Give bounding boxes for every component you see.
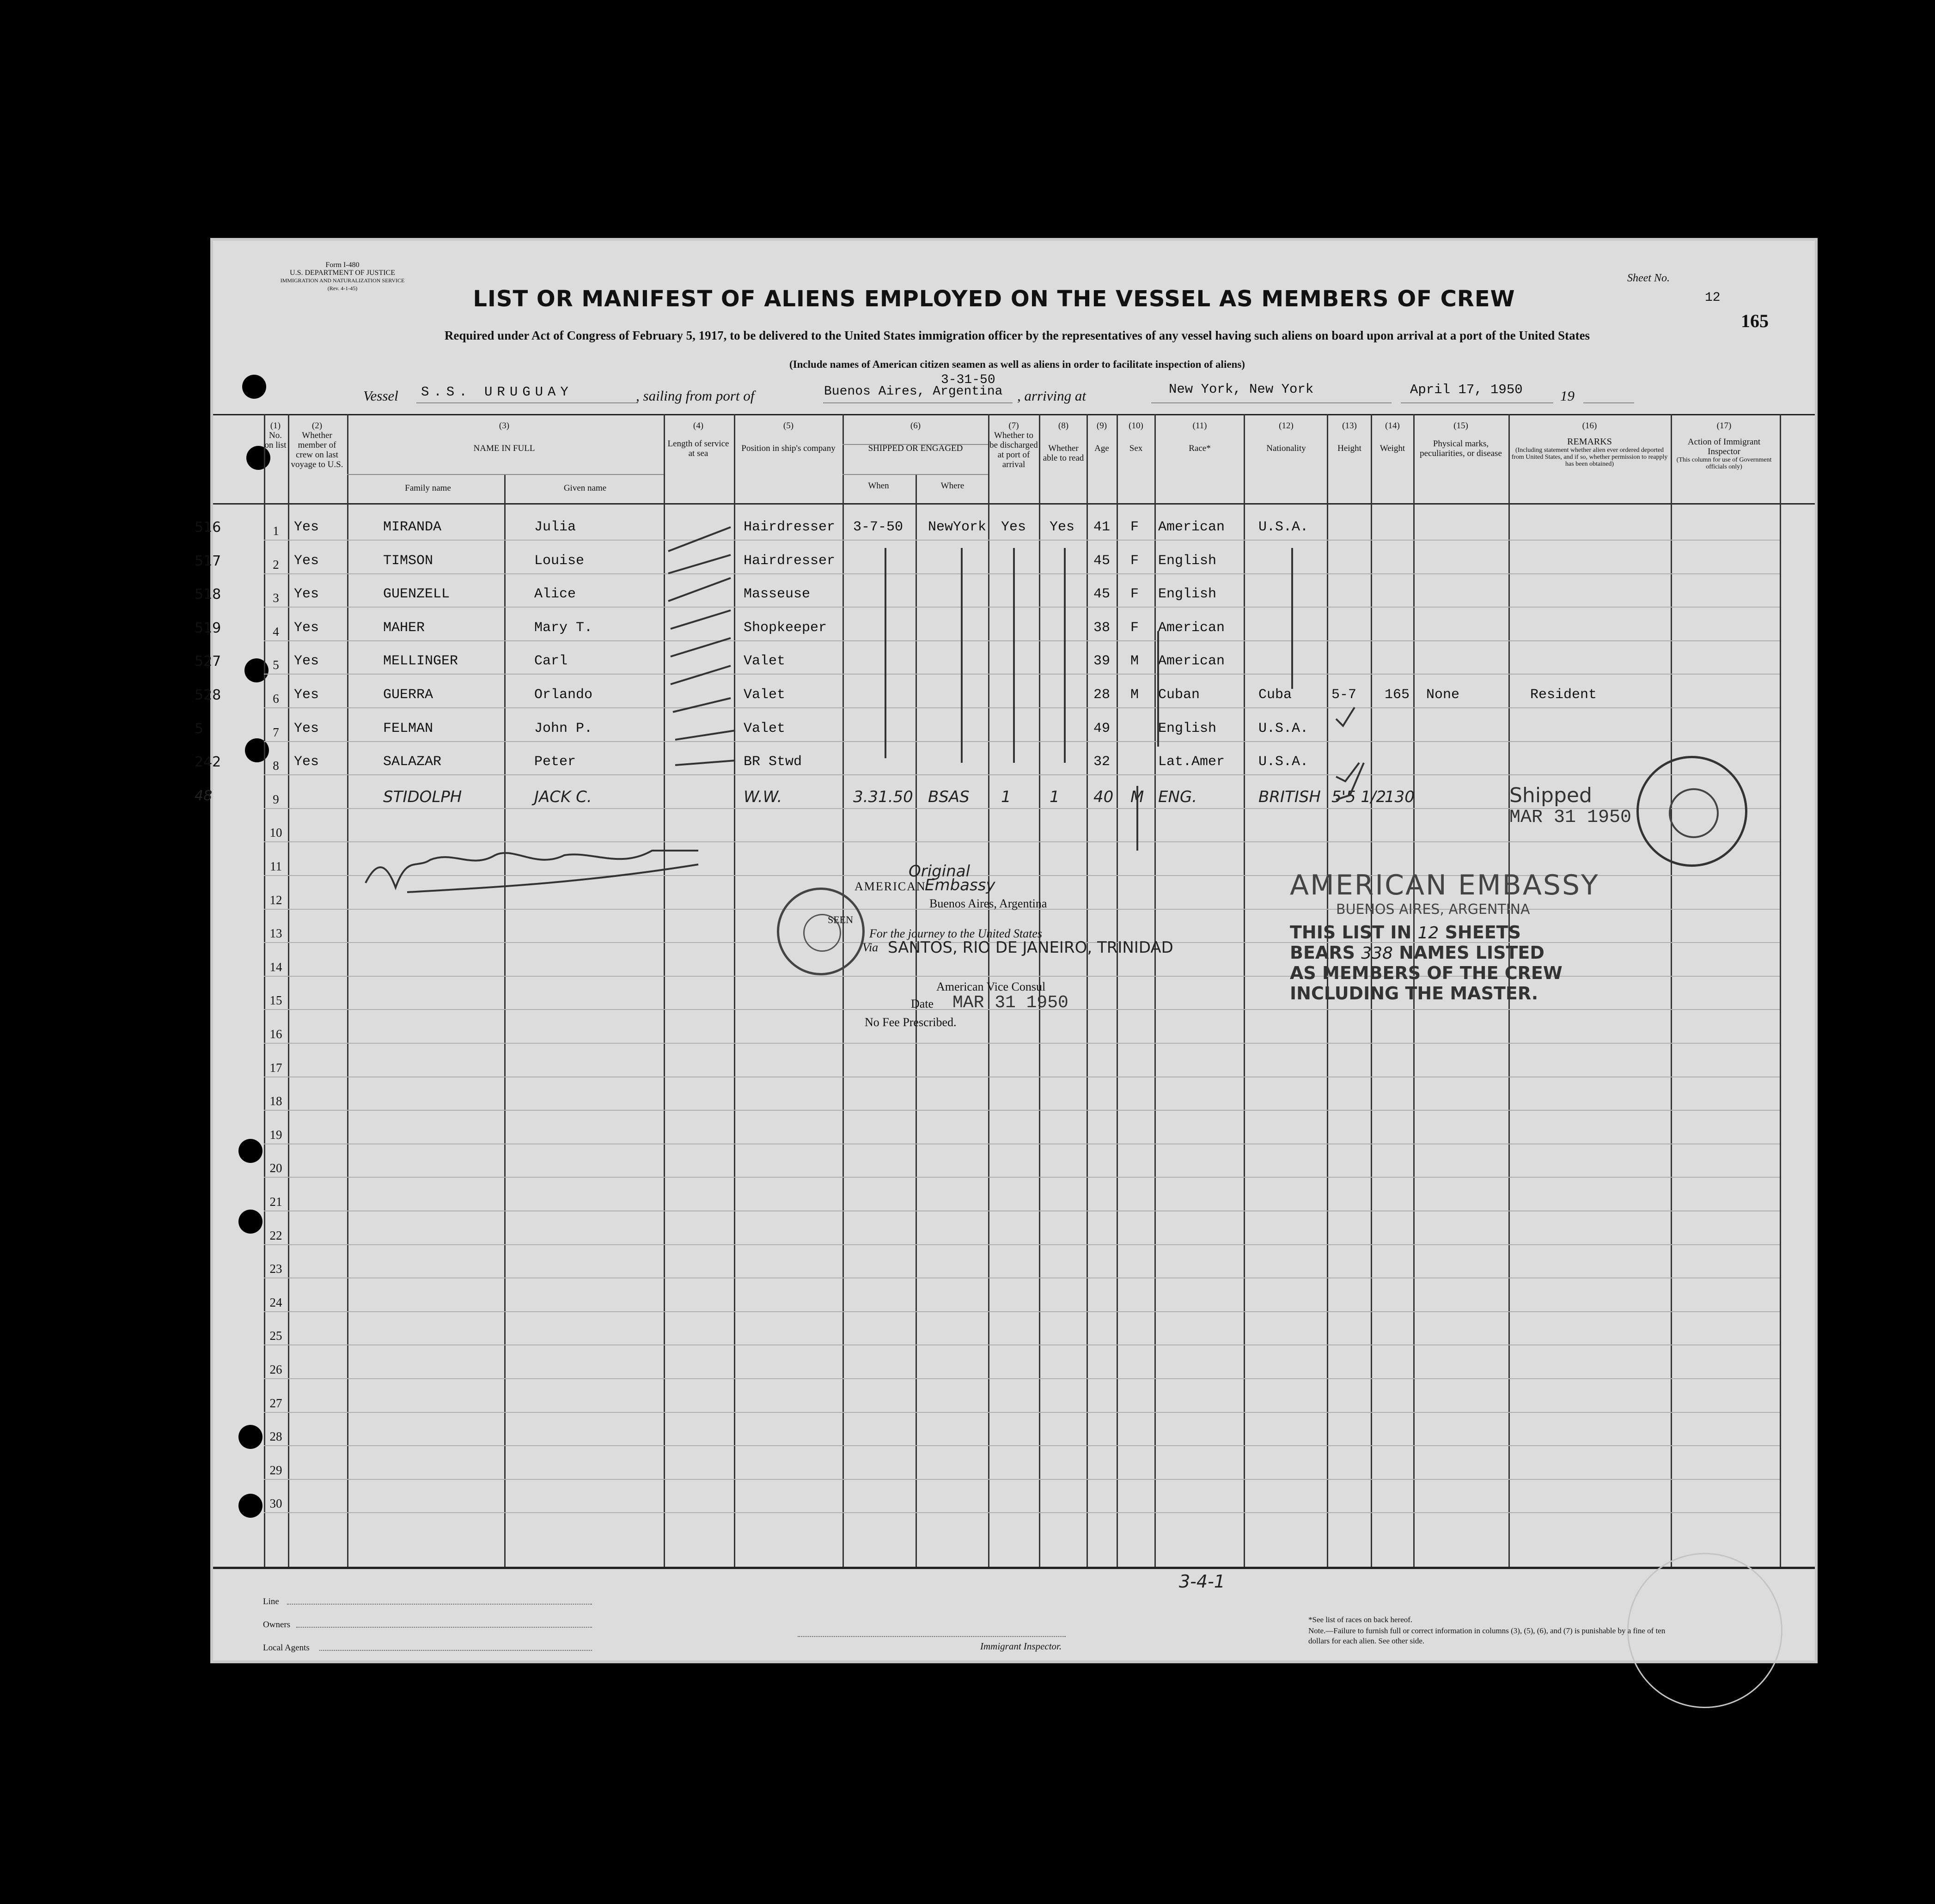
department: U.S. DEPARTMENT OF JUSTICE xyxy=(290,269,395,277)
col3b-header: Given name xyxy=(563,483,607,493)
footer-agents-label: Local Agents xyxy=(263,1643,310,1653)
race: English xyxy=(1158,720,1217,736)
row-number: 28 xyxy=(269,1430,282,1444)
age: 45 xyxy=(1093,553,1111,569)
row-number: 30 xyxy=(269,1496,282,1511)
age: 39 xyxy=(1093,653,1111,669)
sail-date-handwritten: 3-31-50 xyxy=(941,373,995,387)
stamp-city: Buenos Aires, Argentina xyxy=(929,897,1047,910)
able-to-read: Yes xyxy=(1050,519,1075,535)
race: Lat.Amer xyxy=(1158,754,1225,770)
nationality: U.S.A. xyxy=(1258,754,1309,770)
stamp-via: Via xyxy=(862,941,879,954)
col15-header: (15) Physical marks, peculiarities, or disease xyxy=(1420,421,1502,458)
sex: F xyxy=(1130,553,1139,569)
stamp-hand-original: Original xyxy=(909,862,971,881)
check-mark xyxy=(675,760,735,765)
row-number: 23 xyxy=(269,1262,282,1276)
check-mark xyxy=(671,610,731,629)
family-name: MIRANDA xyxy=(383,519,442,535)
row-number: 21 xyxy=(269,1195,282,1209)
race: ENG. xyxy=(1158,787,1197,806)
row-number: 24 xyxy=(269,1295,282,1309)
able-to-read: 1 xyxy=(1050,787,1060,806)
position: Hairdresser xyxy=(744,553,836,569)
row-number: 18 xyxy=(269,1094,282,1108)
col14-header: (14) Weight xyxy=(1380,421,1405,453)
stamp-date-label: Date xyxy=(911,997,934,1010)
row-number: 4 xyxy=(273,624,279,639)
family-name: MELLINGER xyxy=(383,653,458,669)
sheet-number: 12 xyxy=(1705,291,1721,305)
physical-marks: None xyxy=(1426,687,1460,703)
nationality: BRITISH xyxy=(1258,787,1321,806)
embassy-line4: BEARS 338 NAMES LISTED xyxy=(1290,943,1544,963)
given-name: Mary T. xyxy=(534,620,593,636)
row-number: 5 xyxy=(273,658,279,672)
races-note: *See list of races on back hereof. xyxy=(1308,1615,1413,1624)
footer-owners-label: Owners xyxy=(263,1620,291,1630)
nationality: U.S.A. xyxy=(1258,720,1309,736)
row-number: 15 xyxy=(269,993,282,1008)
row-number: 25 xyxy=(269,1329,282,1343)
stamp-journey: For the journey to the United States xyxy=(869,927,1043,940)
form-subtitle: Required under Act of Congress of February 5, 1917, to be delivered to the United States immigration officer by the representatives of any vessel having such aliens on board upon arrival at a port of the United States xyxy=(444,328,1590,342)
row-number: 9 xyxy=(273,792,279,806)
sex: F xyxy=(1130,586,1139,602)
stamp-date-value: MAR 31 1950 xyxy=(952,993,1068,1013)
row-number: 20 xyxy=(269,1161,282,1175)
family-name: SALAZAR xyxy=(383,754,442,770)
row-number: 12 xyxy=(269,893,282,907)
sex: F xyxy=(1130,620,1139,636)
embassy-city: BUENOS AIRES, ARGENTINA xyxy=(1336,901,1530,918)
eagle-emblem-icon xyxy=(1669,788,1719,838)
family-name: GUERRA xyxy=(383,687,433,703)
sex: M xyxy=(1130,687,1139,703)
vessel-label: Vessel xyxy=(363,388,398,404)
margin-number: 5 xyxy=(195,720,204,737)
signature-underline xyxy=(407,864,698,892)
age: 49 xyxy=(1093,720,1111,736)
col2-header: (2) Whether member of crew on last voyage to U.S. xyxy=(291,421,343,469)
page-number: 165 xyxy=(1741,310,1769,331)
col1-header: (1) No. on list xyxy=(264,421,287,450)
crew-last-voyage: Yes xyxy=(294,687,319,703)
col9-header: (9) Age xyxy=(1094,421,1109,453)
col3-header: (3) NAME IN FULL xyxy=(473,421,535,453)
remarks: Resident xyxy=(1530,687,1597,703)
family-name: MAHER xyxy=(383,620,425,636)
check-mark xyxy=(671,666,731,684)
position: Hairdresser xyxy=(744,519,836,535)
col12-header: (12) Nationality xyxy=(1266,421,1306,453)
given-name: Louise xyxy=(534,553,585,569)
stamp-seen: SEEN xyxy=(828,914,853,925)
embassy-title: AMERICAN EMBASSY xyxy=(1290,869,1599,901)
discharge: Yes xyxy=(1001,519,1026,535)
check-mark xyxy=(1336,763,1364,800)
col5-header: (5) Position in ship's company xyxy=(741,421,836,453)
age: 45 xyxy=(1093,586,1111,602)
row-number: 11 xyxy=(270,859,282,873)
row-number: 8 xyxy=(273,759,279,773)
sex: F xyxy=(1130,519,1139,535)
revision: (Rev. 4-1-45) xyxy=(327,285,358,292)
col13-header: (13) Height xyxy=(1337,421,1361,453)
port-from: Buenos Aires, Argentina xyxy=(824,384,1003,399)
form-note: (Include names of American citizen seamen as well as aliens in order to facilitate inspection of aliens) xyxy=(789,359,1245,370)
margin-number: 519 xyxy=(195,620,221,636)
crew-last-voyage: Yes xyxy=(294,586,319,602)
check-mark xyxy=(668,527,731,551)
margin-number: 242 xyxy=(195,754,221,771)
sex: M xyxy=(1130,787,1144,806)
position: W.W. xyxy=(744,787,782,806)
position: Valet xyxy=(744,720,786,736)
crew-last-voyage: Yes xyxy=(294,653,319,669)
col8-header: (8) Whether able to read xyxy=(1043,421,1084,463)
crew-last-voyage: Yes xyxy=(294,620,319,636)
sheet-label: Sheet No. xyxy=(1627,272,1670,284)
nationality: U.S.A. xyxy=(1258,519,1309,535)
crew-last-voyage: Yes xyxy=(294,553,319,569)
check-mark xyxy=(673,698,731,712)
margin-number: 517 xyxy=(195,553,221,569)
position: Shopkeeper xyxy=(744,620,827,636)
row-number: 29 xyxy=(269,1463,282,1477)
stamp-via-route: SANTOS, RIO DE JANEIRO, TRINIDAD xyxy=(888,938,1173,957)
row-number: 10 xyxy=(269,826,282,840)
margin-number: 516 xyxy=(195,519,221,535)
race: American xyxy=(1158,519,1225,535)
family-name: GUENZELL xyxy=(383,586,450,602)
family-name: FELMAN xyxy=(383,720,433,736)
embassy-sheets-stamp xyxy=(1290,869,1660,1004)
row-number: 3 xyxy=(273,591,279,605)
crew-last-voyage: Yes xyxy=(294,519,319,535)
consular-service-seal xyxy=(1636,756,1747,867)
check-mark xyxy=(1336,763,1359,781)
position: Valet xyxy=(744,653,786,669)
race: American xyxy=(1158,653,1225,669)
given-name: Peter xyxy=(534,754,576,770)
row-number: 17 xyxy=(269,1060,282,1075)
row-number: 14 xyxy=(269,960,282,974)
row-number: 1 xyxy=(273,524,279,538)
position: Valet xyxy=(744,687,786,703)
col6b-header: Where xyxy=(940,481,964,491)
check-mark xyxy=(668,578,731,601)
crew-last-voyage: Yes xyxy=(294,720,319,736)
shipped-date: MAR 31 1950 xyxy=(1509,807,1632,828)
immigrant-inspector-label: Immigrant Inspector. xyxy=(980,1641,1062,1652)
col10-header: (10) Sex xyxy=(1129,421,1143,453)
stamp-hand-embassy: Embassy xyxy=(925,876,995,894)
margin-number: 48 xyxy=(195,787,213,804)
check-mark xyxy=(668,555,731,573)
embassy-line5: AS MEMBERS OF THE CREW xyxy=(1290,963,1563,983)
given-name: Carl xyxy=(534,653,568,669)
race: American xyxy=(1158,620,1225,636)
row-number: 22 xyxy=(269,1228,282,1242)
vessel-name: S.S. URUGUAY xyxy=(421,384,573,400)
crew-last-voyage: Yes xyxy=(294,754,319,770)
race: English xyxy=(1158,553,1217,569)
arriving-label: , arriving at xyxy=(1017,388,1086,404)
footer-line-label: Line xyxy=(263,1597,279,1606)
year-label: 19 xyxy=(1560,388,1575,404)
col4-header: (4) Length of service at sea xyxy=(667,421,729,458)
given-name: Julia xyxy=(534,519,576,535)
given-name: JACK C. xyxy=(534,787,592,806)
manifest-document xyxy=(195,238,1818,1663)
shipped-stamp xyxy=(1509,784,1631,828)
arrival-date: April 17, 1950 xyxy=(1410,382,1523,397)
age: 40 xyxy=(1093,787,1114,806)
row-number: 6 xyxy=(273,692,279,706)
row-number: 7 xyxy=(273,725,279,739)
row-number: 16 xyxy=(269,1027,282,1041)
consulate-seal xyxy=(777,888,865,975)
embassy-line6: INCLUDING THE MASTER. xyxy=(1290,983,1538,1004)
row-number: 19 xyxy=(269,1127,282,1142)
given-name: Alice xyxy=(534,586,576,602)
discharge: 1 xyxy=(1001,787,1011,806)
col7-header: (7) Whether to be discharged at port of arrival xyxy=(989,421,1038,469)
col6a-header: When xyxy=(868,481,889,491)
age: 41 xyxy=(1093,519,1111,535)
shipped-when: 3-7-50 xyxy=(853,519,903,535)
age: 32 xyxy=(1093,754,1111,770)
signature-scrawl xyxy=(366,851,698,888)
embassy-line3: THIS LIST IN 12 SHEETS xyxy=(1290,922,1521,943)
age: 28 xyxy=(1093,687,1111,703)
row-number: 13 xyxy=(269,926,282,941)
position: BR Stwd xyxy=(744,754,802,770)
margin-number: 527 xyxy=(195,653,221,670)
consulate-visa-stamp xyxy=(777,862,1285,1056)
service-name: IMMIGRATION AND NATURALIZATION SERVICE xyxy=(280,277,405,284)
form-title: LIST OR MANIFEST OF ALIENS EMPLOYED ON THE VESSEL AS MEMBERS OF CREW xyxy=(473,286,1515,312)
col6-header: (6) SHIPPED OR ENGAGED xyxy=(868,421,963,453)
col3a-header: Family name xyxy=(405,483,451,493)
handwritten-footer-note: 3-4-1 xyxy=(1179,1571,1225,1592)
col11-header: (11) Race* xyxy=(1189,421,1211,453)
age: 38 xyxy=(1093,620,1111,636)
shipped-where: NewYork xyxy=(928,519,987,535)
race: Cuban xyxy=(1158,687,1200,703)
family-name: STIDOLPH xyxy=(383,787,462,806)
position: Masseuse xyxy=(744,586,811,602)
row-number: 27 xyxy=(269,1396,282,1410)
check-mark xyxy=(1336,707,1355,726)
nationality: Cuba xyxy=(1258,687,1292,703)
sex: M xyxy=(1130,653,1139,669)
port-to: New York, New York xyxy=(1169,382,1314,397)
stamp-american: AMERICAN xyxy=(855,880,926,893)
weight: 165 xyxy=(1385,687,1410,703)
col17-header: (17) Action of Immigrant Inspector (This column for use of Government officials only) xyxy=(1676,421,1772,470)
height: 5-7 xyxy=(1331,687,1357,703)
given-name: John P. xyxy=(534,720,593,736)
check-mark xyxy=(671,638,731,657)
margin-number: 518 xyxy=(195,586,221,603)
shipped-where: BSAS xyxy=(928,787,970,806)
shipped-when: 3.31.50 xyxy=(853,787,913,806)
given-name: Orlando xyxy=(534,687,593,703)
stamp-no-fee: No Fee Prescribed. xyxy=(865,1016,957,1029)
penalty-note: Note.—Failure to furnish full or correct information in columns (3), (5), (6), and (7) is punishable by a fine of ten dollars for each alien. See other side. xyxy=(1308,1626,1666,1645)
race: English xyxy=(1158,586,1217,602)
sailing-label: , sailing from port of xyxy=(636,388,755,404)
weight: 130 xyxy=(1385,787,1415,806)
form-number: Form I-480 xyxy=(325,261,360,269)
family-name: TIMSON xyxy=(383,553,433,569)
check-mark xyxy=(675,730,735,740)
height: 5'5 1/2 xyxy=(1331,787,1386,806)
row-number: 2 xyxy=(273,557,279,572)
row-number: 26 xyxy=(269,1363,282,1376)
stamp-vice-consul: American Vice Consul xyxy=(936,980,1046,993)
col16-header: (16) REMARKS (Including statement whether alien ever ordered deported from United States, and if so, whether permission to reapply has been obtained) xyxy=(1511,421,1668,468)
margin-number: 528 xyxy=(195,687,221,703)
shipped-label: Shipped xyxy=(1509,784,1592,807)
